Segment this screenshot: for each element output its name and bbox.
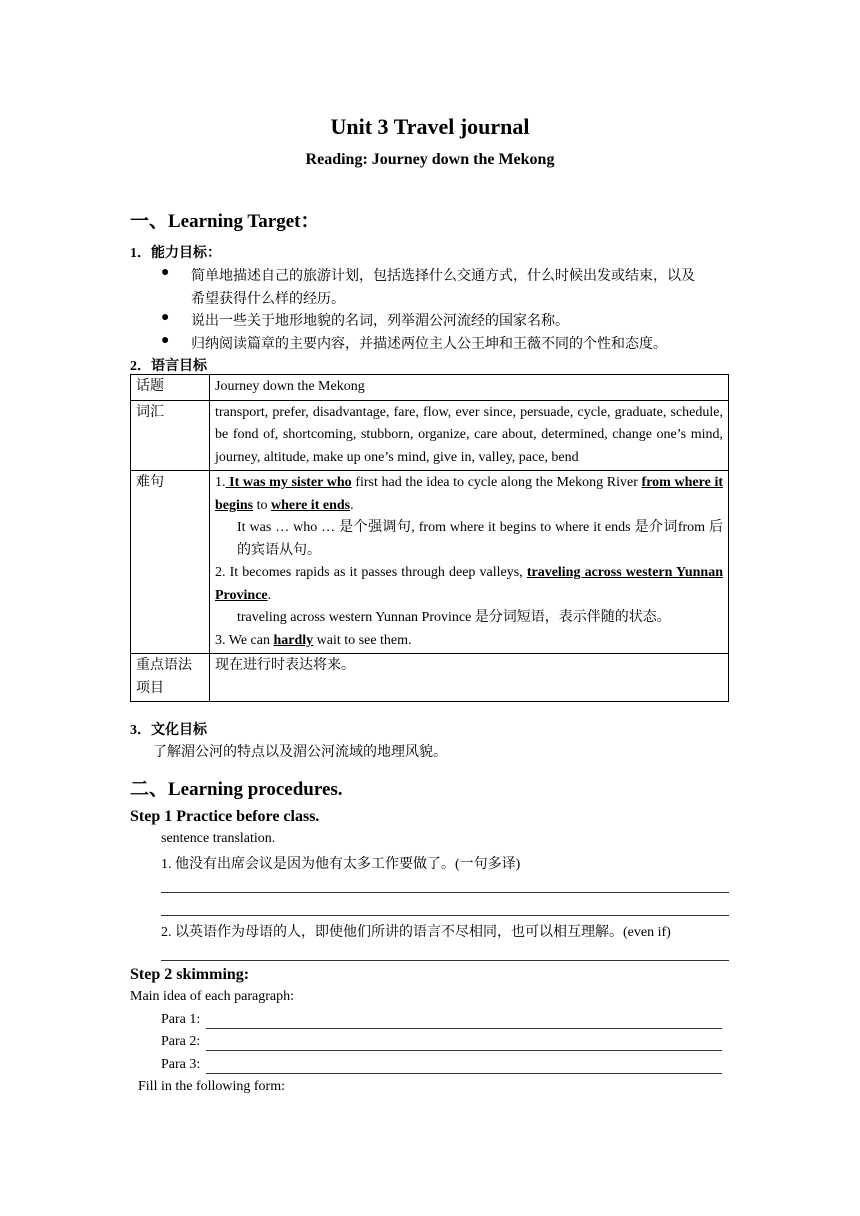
answer-line[interactable] bbox=[161, 960, 729, 961]
bullet-icon: ● bbox=[161, 333, 170, 348]
para-3-label: Para 3: bbox=[161, 1057, 201, 1072]
section-heading-learning-target: 一、Learning Target： bbox=[130, 211, 320, 232]
table-cell-topic: Journey down the Mekong bbox=[210, 375, 729, 401]
table-cell-vocabulary: transport, prefer, disadvantage, fare, flow, ever since, persuade, cycle, graduate, schedule, be fond of, shortcoming, stubborn, organize, care about, determined, change one’s mind, journey, altitude, make up one’s mind, give in, valley, pace, bend bbox=[210, 400, 729, 471]
table-cell-grammar: 现在进行时表达将来。 bbox=[210, 654, 729, 702]
ability-target-heading: 1．能力目标： bbox=[130, 246, 221, 261]
ability-bullet-1-line-1: 简单地描述自己的旅游计划，包括选择什么交通方式，什么时候出发或结束，以及 bbox=[191, 269, 695, 284]
culture-target-heading: 3．文化目标 bbox=[130, 723, 207, 738]
sentence-1: 1. It was my sister who first had the idea to cycle along the Mekong River from where it begins to where it ends. bbox=[215, 475, 723, 513]
step-1-heading: Step 1 Practice before class. bbox=[130, 808, 320, 825]
culture-target-text: 了解湄公河的特点以及湄公河流域的地理风貌。 bbox=[153, 745, 447, 760]
table-cell-label: 难句 bbox=[131, 471, 210, 654]
section-heading-learning-procedures: 二、Learning procedures. bbox=[130, 779, 343, 800]
ability-bullet-1-line-2: 希望获得什么样的经历。 bbox=[191, 292, 345, 307]
table-row bbox=[131, 471, 729, 654]
sentence-1-note: It was … who … 是个强调句, from where it begins to where it ends 是介词from 后的宾语从句。 bbox=[237, 520, 723, 558]
fill-form-instruction: Fill in the following form: bbox=[138, 1079, 285, 1094]
table-row bbox=[131, 400, 729, 471]
answer-line[interactable] bbox=[206, 1050, 722, 1051]
ability-bullet-2: 说出一些关于地形地貌的名词，列举湄公河流经的国家名称。 bbox=[191, 314, 569, 329]
answer-line[interactable] bbox=[161, 892, 729, 893]
step-2-intro: Main idea of each paragraph: bbox=[130, 989, 295, 1004]
answer-line[interactable] bbox=[206, 1073, 722, 1074]
step-1-intro: sentence translation. bbox=[161, 831, 276, 846]
table-row bbox=[131, 654, 729, 702]
bullet-icon: ● bbox=[161, 310, 170, 325]
sentence-2-note: traveling across western Yunnan Province 是分词短语，表示伴随的状态。 bbox=[237, 610, 671, 625]
bullet-icon: ● bbox=[161, 265, 170, 280]
sentence-2: 2. It becomes rapids as it passes through deep valleys, traveling across western Yunnan Province. bbox=[215, 565, 724, 603]
para-1-label: Para 1: bbox=[161, 1012, 201, 1027]
para-2-label: Para 2: bbox=[161, 1034, 201, 1049]
translation-item-1: 1. 他没有出席会议是因为他有太多工作要做了。(一句多译) bbox=[161, 857, 521, 872]
document-title: Unit 3 Travel journal bbox=[330, 114, 530, 139]
table-row bbox=[131, 375, 729, 401]
table-cell-label: 词汇 bbox=[131, 400, 210, 471]
answer-line[interactable] bbox=[161, 915, 729, 916]
table-cell-label: 话题 bbox=[131, 375, 210, 401]
language-target-heading: 2．语言目标 bbox=[130, 359, 207, 374]
language-target-table bbox=[130, 374, 729, 702]
sentence-3: 3. We can hardly wait to see them. bbox=[215, 632, 412, 648]
table-cell-difficult-sentences bbox=[210, 471, 729, 654]
translation-item-2: 2. 以英语作为母语的人，即使他们所讲的语言不尽相同，也可以相互理解。(even if) bbox=[161, 925, 671, 940]
answer-line[interactable] bbox=[206, 1028, 722, 1029]
table-cell-label: 重点语法项目 bbox=[131, 654, 210, 702]
ability-bullet-3: 归纳阅读篇章的主要内容，并描述两位主人公王坤和王薇不同的个性和态度。 bbox=[191, 337, 667, 352]
step-2-heading: Step 2 skimming: bbox=[130, 966, 250, 983]
document-subtitle: Reading: Journey down the Mekong bbox=[305, 151, 555, 168]
